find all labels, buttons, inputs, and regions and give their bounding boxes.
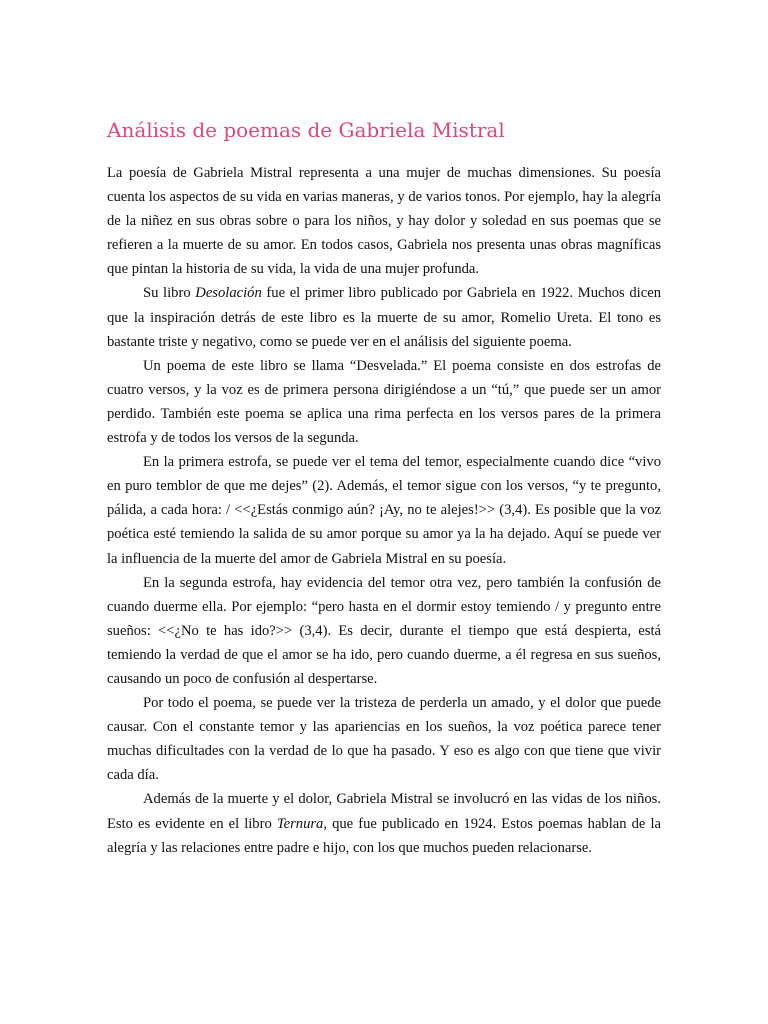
paragraph-6 — [107, 691, 661, 787]
document-title: Análisis de poemas de Gabriela Mistral — [107, 118, 505, 142]
paragraph-text: , que fue publicado en 1924. Estos poemas hablan de la alegría y las relaciones entre padre e hijo, con los que muchos pueden relacionarse. — [107, 815, 661, 856]
paragraph-text: En la segunda estrofa, hay evidencia del temor otra vez, pero también la confusión de cuando duerme ella. Por ejemplo: “pero hasta en el dormir estoy temiendo / y pregunto entre sueños: <<¿No te has ido?>> (3,4). Es decir, durante el tiempo que está despierta, está temiendo la verdad de que el amor se ha ido, pero cuando duerme, a él regresa en sus sueños, causando un poco de confusión al despertarse. — [107, 574, 661, 687]
paragraph-text: fue el primer libro publicado por Gabriela en 1922. Muchos dicen que la inspiración detrás de este libro es la muerte de su amor, Romelio Ureta. El tono es bastante triste y negativo, como se puede ver en el análisis del siguiente poema. — [107, 285, 661, 350]
paragraph-text: En la primera estrofa, se puede ver el tema del temor, especialmente cuando dice “vivo en puro temblor de que me dejes” (2). Además, el temor sigue con los versos, “y te pregunto, pálida, a cada hora: / <<¿Estás conmigo aún? ¡Ay, no te alejes!>> (3,4). Es posible que la voz poética esté temiendo la salida de su amor porque su amor ya la ha dejado. Aquí se puede ver la influencia de la muerte del amor de Gabriela Mistral en su poesía. — [107, 454, 661, 567]
book-title-desolacion: Desolación — [195, 285, 262, 302]
paragraph-text: Su libro — [143, 285, 196, 302]
paragraph-text: La poesía de Gabriela Mistral representa a una mujer de muchas dimensiones. Su poesía cuenta los aspectos de su vida en varias maneras, y de varios tonos. Por ejemplo, hay la alegría de la niñez en sus obras sobre o para los niños, y hay dolor y soledad en sus poemas que se refieren a la muerte de su amor. En todos casos, Gabriela nos presenta unas obras magníficas que pintan la historia de su vida, la vida de una mujer profunda. — [107, 165, 661, 278]
document-body — [107, 161, 661, 860]
paragraph-2 — [107, 281, 661, 353]
paragraph-text: Además de la muerte y el dolor, Gabriela Mistral se involucró en las vidas de los niños. Esto es evidente en el libro — [107, 791, 661, 832]
paragraph-7 — [107, 787, 661, 859]
paragraph-5 — [107, 571, 661, 691]
paragraph-1 — [107, 161, 661, 281]
paragraph-text: Por todo el poema, se puede ver la tristeza de perderla un amado, y el dolor que puede causar. Con el constante temor y las apariencias en los sueños, la voz poética parece tener muchas dificultades con la verdad de lo que ha pasado. Y eso es algo con que tiene que vivir cada día. — [107, 695, 661, 784]
book-title-ternura: Ternura — [276, 815, 324, 832]
paragraph-text: Un poema de este libro se llama “Desvelada.” El poema consiste en dos estrofas de cuatro versos, y la voz es de primera persona dirigiéndose a un “tú,” que puede ser un amor perdido. También este poema se aplica una rima perfecta en los versos pares de la primera estrofa y de todos los versos de la segunda. — [107, 357, 661, 447]
paragraph-3 — [107, 354, 661, 450]
paragraph-4 — [107, 450, 661, 570]
